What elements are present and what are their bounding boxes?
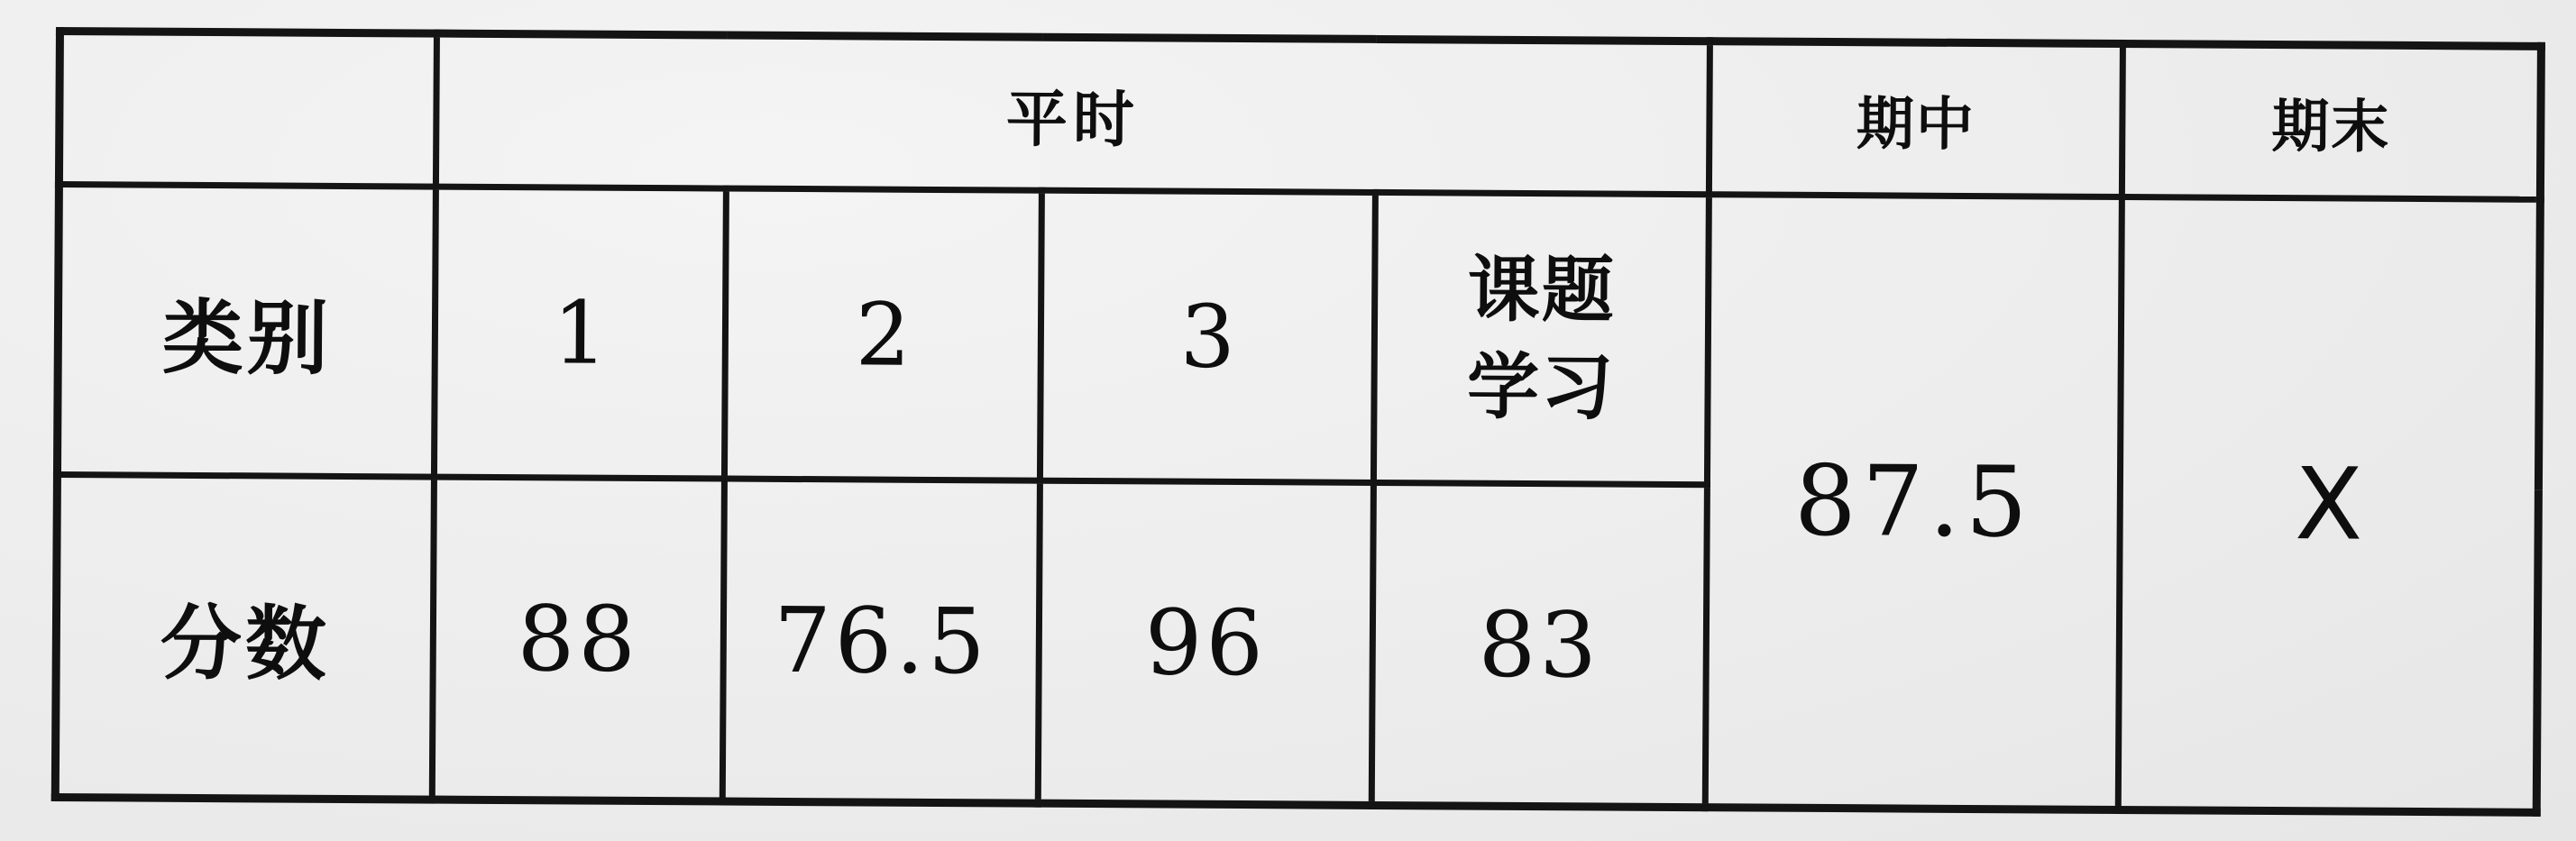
category-cell — [434, 187, 726, 479]
final-header: 期末 — [2271, 94, 2391, 161]
category-label: 类别 — [161, 290, 333, 387]
category-item-1: 1 — [552, 281, 609, 384]
category-label-cell — [57, 185, 435, 478]
score-cell — [1038, 480, 1373, 805]
midterm-score-cell — [1705, 195, 2122, 810]
final-score-cell — [2118, 197, 2540, 813]
regular-header: 平时 — [1005, 83, 1141, 156]
score-label-cell — [55, 475, 434, 800]
category-cell — [724, 188, 1041, 480]
score-cell — [432, 477, 724, 801]
midterm-header: 期中 — [1856, 91, 1976, 160]
regular-header-cell — [435, 33, 1710, 195]
score-cell — [1371, 482, 1707, 807]
project-line-2: 学习 — [1466, 344, 1616, 430]
category-project — [1467, 241, 1616, 436]
category-cell — [1040, 190, 1375, 482]
category-cell — [1373, 192, 1709, 484]
score-value-1: 88 — [517, 585, 640, 692]
corner-cell — [59, 32, 436, 187]
category-item-3: 3 — [1179, 286, 1236, 388]
category-row — [57, 185, 2540, 490]
final-score: X — [2294, 446, 2363, 562]
midterm-score: 87.5 — [1793, 444, 2033, 559]
project-line-1: 课题 — [1467, 247, 1617, 333]
midterm-header-cell — [1709, 41, 2122, 197]
score-label: 分数 — [160, 596, 331, 692]
score-value-3: 96 — [1144, 589, 1268, 696]
score-value-project: 83 — [1478, 591, 1601, 698]
final-header-cell — [2122, 44, 2541, 200]
header-row — [59, 32, 2541, 200]
score-value-2: 76.5 — [773, 587, 990, 694]
category-item-2: 2 — [855, 283, 912, 386]
score-cell — [722, 479, 1040, 803]
grade-table — [51, 27, 2545, 817]
